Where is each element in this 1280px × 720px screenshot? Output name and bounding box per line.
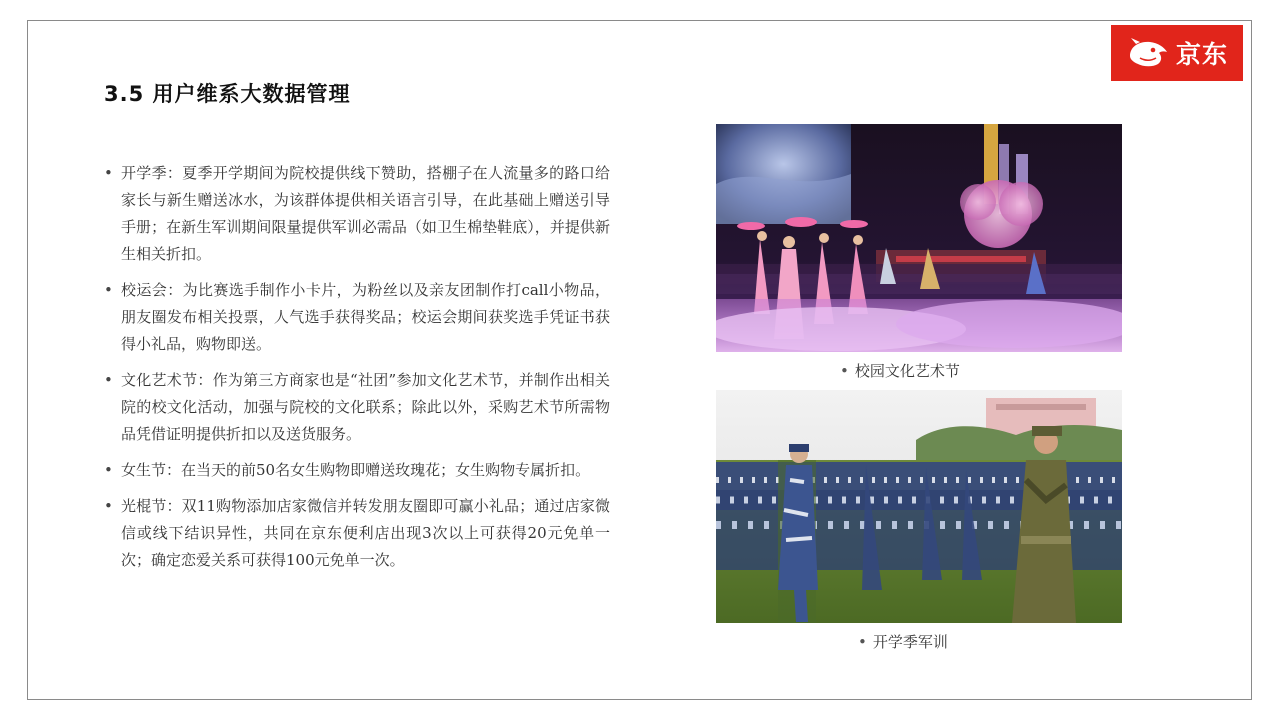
jd-dog-mascot-icon xyxy=(1126,36,1170,70)
military-training-caption xyxy=(858,631,948,652)
caption-text: 开学季军训 xyxy=(872,633,948,651)
bullet-item-girls-day: • 女生节：在当天的前50名女生购物即赠送玫瑰花；女生购物专属折扣。 xyxy=(104,457,610,484)
logo-text: 京东 xyxy=(1175,40,1228,69)
bullet-list xyxy=(104,160,610,583)
bullet-item-school-start: • 开学季：夏季开学期间为院校提供线下赞助，搭棚子在人流量多的路口给家长与新生赠送冰水，为该群体提供相关语言引导，在此基础上赠送引导手册；在新生军训期间限量提供军训必需品（如卫生棉垫鞋底），并提供新生相关折扣。 xyxy=(104,160,610,268)
military-training-photo xyxy=(716,390,1122,623)
campus-art-festival-photo xyxy=(716,124,1122,352)
caption-bullet: • xyxy=(858,633,867,651)
caption-text: 校园文化艺术节 xyxy=(854,362,960,380)
page-title: 3.5 用户维系大数据管理 xyxy=(104,82,351,106)
caption-bullet: • xyxy=(840,362,849,380)
bullet-item-art-festival: • 文化艺术节：作为第三方商家也是“社团”参加文化艺术节，并制作出相关院的校文化活动，加强与院校的文化联系；除此以外，采购艺术节所需物品凭借证明提供折扣以及送货服务。 xyxy=(104,367,610,448)
bullet-item-singles-day: • 光棍节：双11购物添加店家微信并转发朋友圈即可赢小礼品；通过店家微信或线下结识异性，共同在京东便利店出现3次以上可获得20元免单一次；确定恋爱关系可获得100元免单一次。 xyxy=(104,493,610,574)
bullet-item-sports-meet: • 校运会：为比赛选手制作小卡片，为粉丝以及亲友团制作打call小物品，朋友圈发布相关投票，人气选手获得奖品；校运会期间获奖选手凭证书获得小礼品，购物即送。 xyxy=(104,277,610,358)
campus-art-festival-caption xyxy=(840,360,960,381)
jd-logo xyxy=(1111,25,1243,81)
